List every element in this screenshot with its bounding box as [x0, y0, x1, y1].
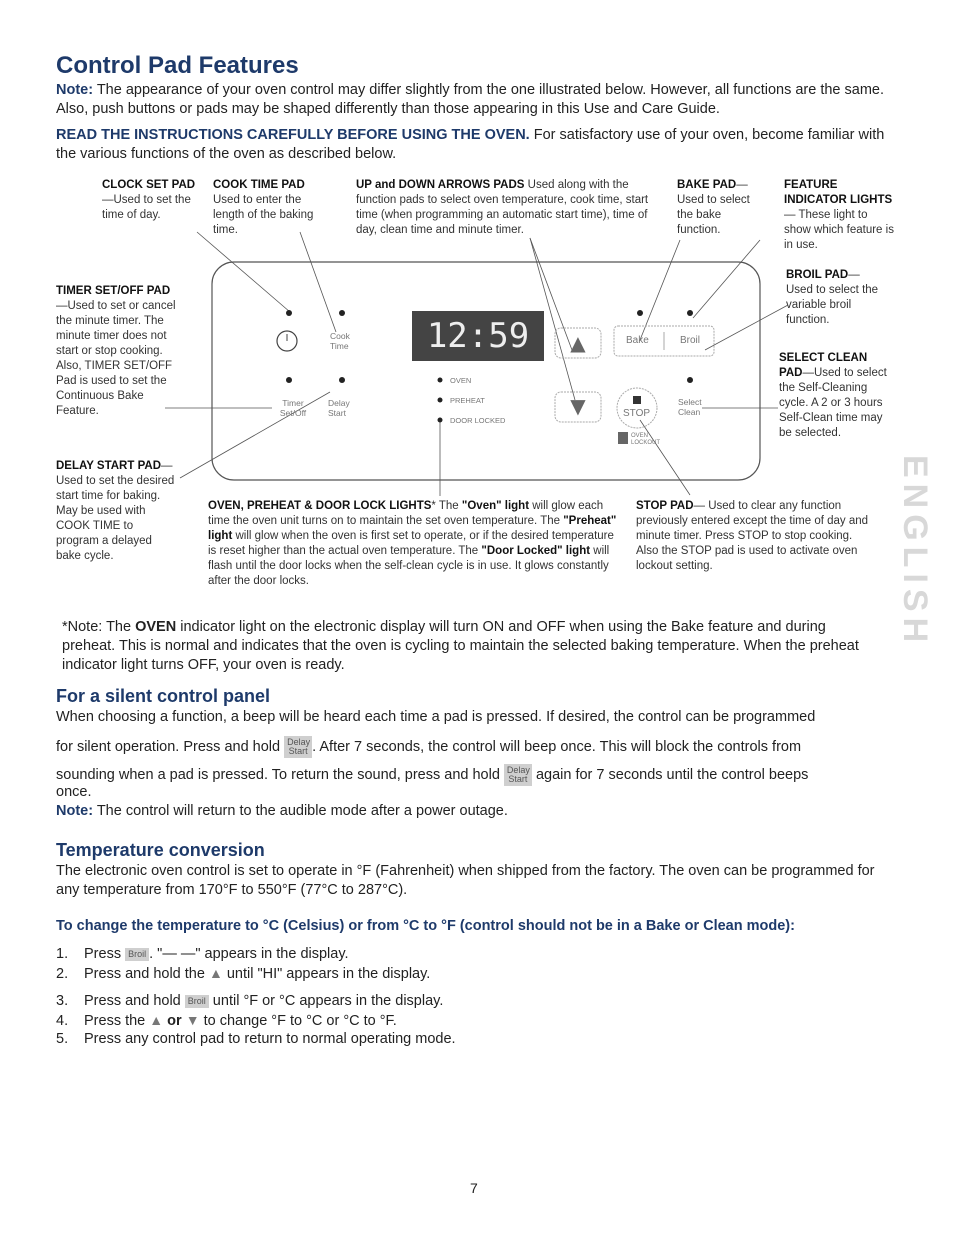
list-item: 4. Press the ▲ or ▼ to change °F to °C or °C to °F. [56, 1012, 397, 1029]
stop-pad[interactable]: STOP [623, 408, 651, 419]
temp-steps [56, 945, 456, 1049]
oven-light-note: *Note: The OVEN indicator light on the electronic display will turn ON and OFF when using the Bake feature and during preheat. This is normal and indicates that the oven is cycling to maintain the selected baking temperature. When the preheat indicator light turns OFF, your oven is ready. [62, 619, 859, 673]
cook-time-pad[interactable]: Cook Time [330, 331, 350, 351]
intro-note: Note: The appearance of your oven control may differ slightly from the one illustrated below. However, all functions are the same. Also, push buttons or pads may be shaped differently than those appearing in this Use and Care Guide. [56, 82, 885, 117]
temp-heading: Temperature conversion [56, 840, 265, 860]
language-tab: ENGLISH [896, 455, 934, 649]
temp-instructions-heading: To change the temperature to °C (Celsius) or from °C to °F (control should not be in a Bake or Clean mode): [56, 918, 795, 934]
delay-start-label: DELAY START PAD—Used to set the desired start time for baking. May be used with COOK TIME to program a delayed bake cycle. [56, 460, 175, 562]
clock-set-label: CLOCK SET PAD—Used to set the time of day. [102, 179, 196, 221]
up-arrow-icon: ▲ [149, 1012, 164, 1028]
delay-start-pad-icon: Delay Start [504, 764, 532, 786]
list-item: 1. Press Broil . "— —" appears in the display. [56, 946, 349, 962]
list-item: 2. Press and hold the ▲ until "HI" appears in the display. [56, 965, 431, 982]
up-arrow-icon: ▲ [208, 965, 223, 981]
broil-pad-icon: Broil [125, 948, 149, 961]
silent-line-4: once. [56, 784, 92, 800]
delay-start-pad[interactable]: Delay Start [328, 398, 350, 418]
cook-time-label: COOK TIME PAD Used to enter the length of the baking time. [213, 179, 314, 236]
down-arrow-icon: ▼ [185, 1012, 200, 1028]
broil-pad[interactable]: Broil [680, 335, 701, 346]
temp-text: The electronic oven control is set to operate in °F (Fahrenheit) when shipped from the factory. The oven can be programmed for any temperature from 170°F to 550°F (77°C to 287°C). [56, 863, 875, 898]
door-locked-light-label: DOOR LOCKED [450, 416, 506, 425]
bake-pad[interactable]: Bake [626, 335, 649, 346]
control-panel-drawing [0, 0, 954, 600]
timer-pad[interactable]: Timer Set/Off [279, 398, 307, 418]
intro-read: READ THE INSTRUCTIONS CAREFULLY BEFORE USING THE OVEN. For satisfactory use of your oven, become familiar with the various functions of the oven as described below. [56, 127, 885, 162]
select-clean-pad[interactable]: Select Clean [678, 397, 702, 417]
silent-line-3: sounding when a pad is pressed. To return the sound, press and hold Delay Start again for 7 seconds until the control beeps [56, 765, 809, 784]
arrows-label: UP and DOWN ARROWS PADS Used along with the function pads to select oven temperature, cook time, start time (when programming an automatic start time), time of day, clean time and minute timer. [356, 179, 649, 236]
bake-label: BAKE PAD—Used to select the bake function. [677, 179, 750, 236]
broil-label: BROIL PAD— Used to select the variable broil function. [786, 269, 879, 326]
clock-display: 12:59 [412, 311, 544, 361]
select-clean-label: SELECT CLEAN PAD—Used to select the Self-Cleaning cycle. A 2 or 3 hours Self-Clean time may be selected. [779, 352, 887, 439]
list-item: 3. Press and hold Broil until °F or °C appears in the display. [56, 993, 444, 1009]
list-item: 5. Press any control pad to return to normal operating mode. [56, 1031, 456, 1047]
oven-light-label: OVEN [450, 376, 472, 385]
lights-label: OVEN, PREHEAT & DOOR LOCK LIGHTS* The "Oven" light will glow each time the oven unit turns on to maintain the set oven temperature. The "Preheat" light will glow when the oven is first set to operate, or if the desired temperature is reset higher than the actual oven temperature. The "Door Locked" light will flash until the door locks when the self-clean cycle is in use. It glows constantly after the door locks. [208, 500, 617, 587]
page-number: 7 [470, 1180, 478, 1196]
silent-line-1: When choosing a function, a beep will be heard each time a pad is pressed. If desired, the control can be programmed [56, 709, 816, 725]
silent-line-2: for silent operation. Press and hold Delay Start . After 7 seconds, the control will beep once. This will block the controls from [56, 737, 802, 756]
silent-note: Note: The control will return to the audible mode after a power outage. [56, 803, 508, 819]
page-title: Control Pad Features [56, 52, 299, 79]
svg-text:▲: ▲ [570, 331, 586, 355]
stop-label: STOP PAD— Used to clear any function previously entered except the time of day and minute timer. Press STOP to stop cooking. Also the STOP pad is used to activate oven lockout setting. [636, 500, 869, 572]
timer-label: TIMER SET/OFF PAD—Used to set or cancel the minute timer. The minute timer does not start or stop cooking. Also, TIMER SET/OFF Pad is used to set the Continuous Bake Feature. [56, 285, 176, 417]
svg-text:▼: ▼ [570, 394, 586, 418]
feature-lights-label: FEATURE INDICATOR LIGHTS— These light to show which feature is in use. [784, 179, 894, 251]
preheat-light-label: PREHEAT [450, 396, 485, 405]
delay-start-pad-icon: Delay Start [284, 736, 312, 758]
broil-pad-icon: Broil [185, 995, 209, 1008]
silent-heading: For a silent control panel [56, 686, 271, 706]
oven-lockout-pad[interactable]: OVEN LOCKOUT [631, 433, 661, 446]
